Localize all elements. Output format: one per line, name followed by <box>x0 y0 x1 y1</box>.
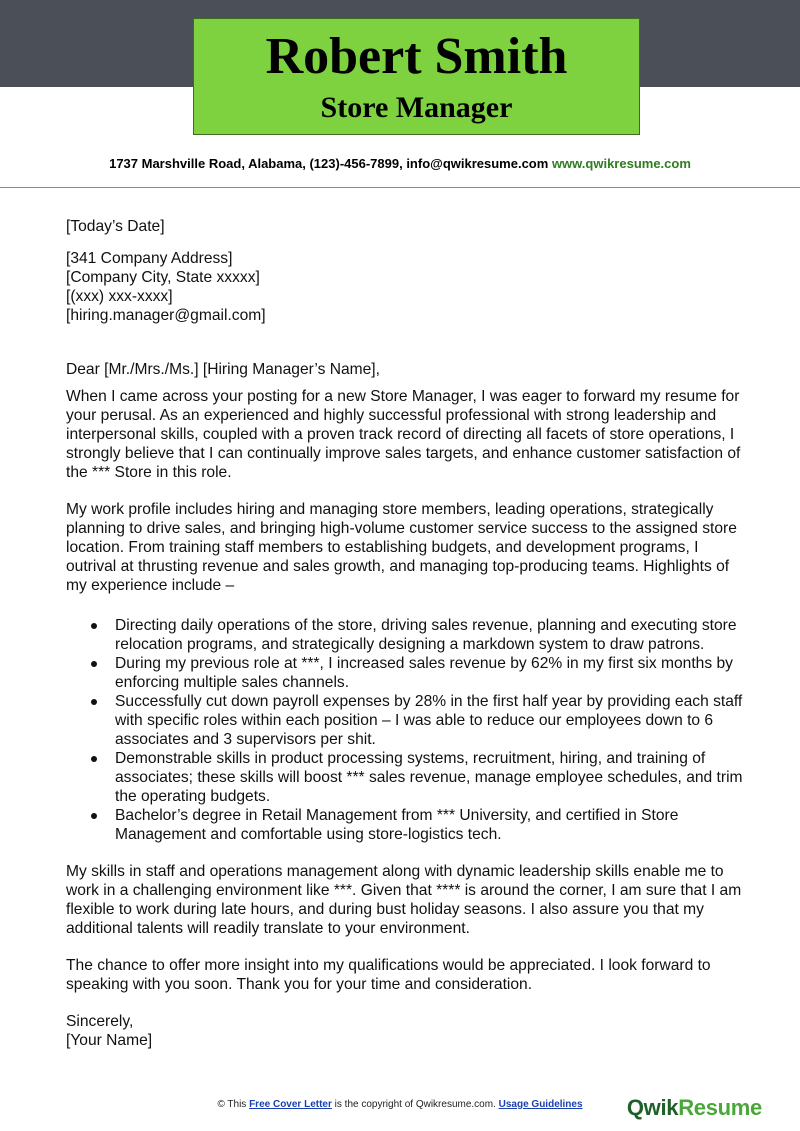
paragraph-profile: My work profile includes hiring and managing store members, leading operations, strategically planning to drive sales, and bringing high-volume customer service success to the assigned store location. From training staff members to establishing budgets, and development programs, I outrival at thrusting revenue and sales growth, and managing top-producing teams. Highlights of my experience include – <box>66 501 737 594</box>
address-line: [hiring.manager@gmail.com] <box>66 307 266 324</box>
footer-prefix: © This <box>217 1099 247 1110</box>
closing: Sincerely, <box>66 1013 134 1030</box>
logo-part-qwik: Qwik <box>626 1095 679 1120</box>
paragraph-intro: When I came across your posting for a new Store Manager, I was eager to forward my resume for your perusal. As an experienced and highly successful professional with strong leadership and interpersonal skills, coupled with a proven track record of directing all facets of store operations, I strongly believe that I can continually improve sales targets, and enhance customer satisfaction of the *** Store in this role. <box>66 388 741 481</box>
highlights-list <box>66 616 746 844</box>
job-title: Store Manager <box>320 91 513 124</box>
address-line: [341 Company Address] <box>66 250 233 267</box>
free-cover-letter-link[interactable]: Free Cover Letter <box>249 1099 332 1110</box>
name-box <box>193 18 640 135</box>
contact-line <box>0 156 800 171</box>
address-line: [Company City, State xxxxx] <box>66 269 260 286</box>
list-item: Directing daily operations of the store, driving sales revenue, planning and executing store relocation programs, and strategically designing a markdown system to draw patrons. <box>115 616 746 654</box>
paragraph-closing: The chance to offer more insight into my qualifications would be appreciated. I look forward to speaking with you soon. Thank you for your time and consideration. <box>66 957 711 993</box>
qwikresume-logo[interactable] <box>627 1095 762 1121</box>
footer-middle: is the copyright of Qwikresume.com. <box>334 1099 496 1110</box>
list-item: During my previous role at ***, I increased sales revenue by 62% in my first six months by enforcing multiple sales channels. <box>115 654 746 692</box>
contact-details: 1737 Marshville Road, Alabama, (123)-456-7899, info@qwikresume.com <box>109 156 549 171</box>
letter-date: [Today’s Date] <box>66 218 165 235</box>
signature: [Your Name] <box>66 1032 153 1049</box>
header-divider <box>0 187 800 188</box>
list-item: Demonstrable skills in product processing systems, recruitment, hiring, and training of associates; these skills will boost *** sales revenue, manage employee schedules, and trim the operating budgets. <box>115 749 746 806</box>
salutation: Dear [Mr./Mrs./Ms.] [Hiring Manager’s Name], <box>66 361 380 378</box>
applicant-name: Robert Smith <box>265 28 568 85</box>
recipient-address <box>66 249 746 325</box>
logo-part-resume: Resume <box>678 1095 762 1120</box>
website-link[interactable]: www.qwikresume.com <box>551 156 691 171</box>
address-line: [(xxx) xxx-xxxx] <box>66 288 173 305</box>
paragraph-skills: My skills in staff and operations management along with dynamic leadership skills enable me to work in a challenging environment like ***. Given that **** is around the corner, I am sure that I am flexible to work during late hours, and during bust holiday seasons. I also assure you that my additional talents will readily translate to your environment. <box>66 863 742 937</box>
list-item: Bachelor’s degree in Retail Management from *** University, and certified in Store Management and comfortable using store-logistics tech. <box>115 806 746 844</box>
list-item: Successfully cut down payroll expenses by 28% in the first half year by providing each staff with specific roles within each position – I was able to reduce our employees down to 6 associates and 3 supervisors per shit. <box>115 692 746 749</box>
letter-body <box>66 217 746 1050</box>
usage-guidelines-link[interactable]: Usage Guidelines <box>498 1099 583 1110</box>
